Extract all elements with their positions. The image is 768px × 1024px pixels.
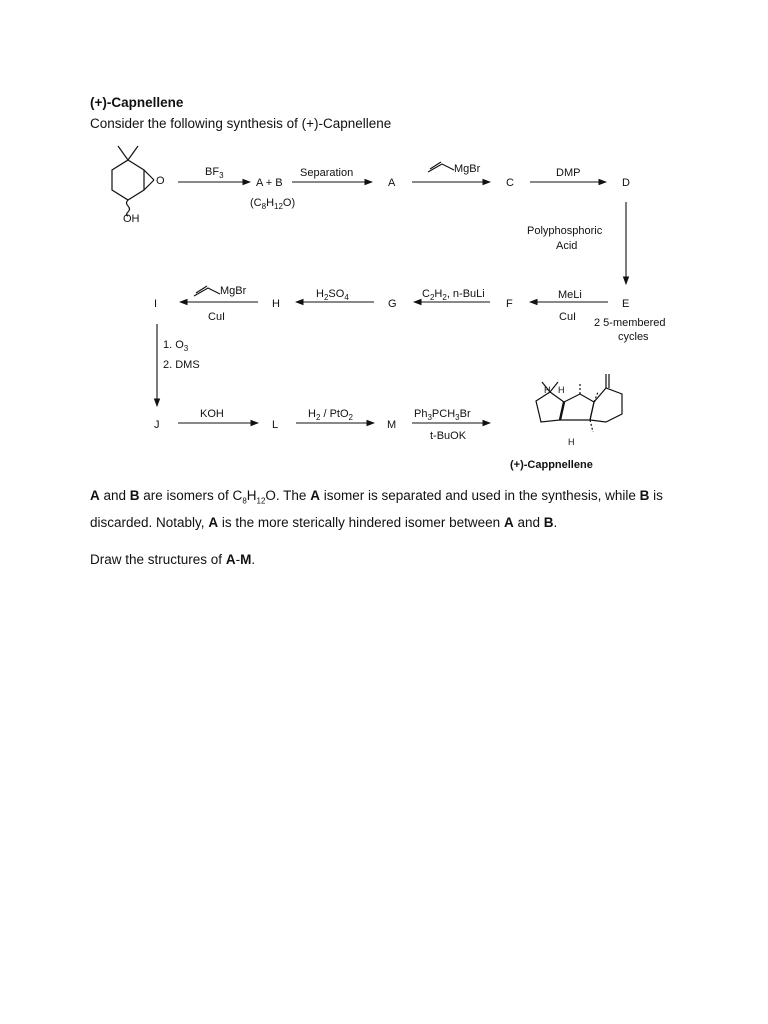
compound-f: F (506, 298, 513, 310)
page-heading: (+)-Capnellene (90, 95, 184, 110)
reagent-cui-2: CuI (208, 311, 226, 323)
compound-a-plus-b: A + B (256, 177, 283, 189)
starting-material-structure (112, 146, 154, 216)
compound-l: L (272, 419, 279, 431)
compound-a: A (388, 177, 396, 189)
reagent-h2so4: $H_2SO_4$ (316, 288, 349, 302)
product-h-label-3: H (568, 437, 575, 447)
compound-m: M (387, 419, 397, 431)
compound-g: G (388, 298, 397, 310)
compound-c: C (506, 177, 514, 189)
reagent-koh: KOH (200, 408, 224, 420)
compound-e: E (622, 298, 630, 310)
reagent-bf3: $BF_3$ (205, 166, 224, 180)
reagent-ylide: $Ph_3PCH_3Br$ (414, 408, 471, 422)
reagent-h2-pto2: $H_2 / PtO_2$ (308, 408, 353, 422)
intro-text: Consider the following synthesis of (+)-Capnellene (90, 116, 392, 131)
compound-h: H (272, 298, 280, 310)
product-name: (+)-Cappnellene (510, 459, 593, 471)
ab-formula: $(C_8H_{12}O)$ (250, 197, 296, 211)
reagent-ozone: 1. $O_3$ (163, 339, 189, 353)
product-h-label-1: H (544, 385, 551, 395)
paragraph-isomers: A and B are isomers of $C_8H_{12}O$. The A isomer is separated and used in the synthesis, while B is discarded. Notably, A is the more sterically hindered isomer between A and B. (90, 488, 663, 530)
reagent-tbuok: t-BuOK (430, 430, 467, 442)
paragraph-task: Draw the structures of A-M. (90, 552, 256, 567)
capnellene-structure (536, 374, 622, 432)
reagent-ppa-line2: Acid (556, 240, 578, 252)
reagent-separation: Separation (300, 167, 354, 179)
hydroxyl-label: OH (123, 213, 140, 225)
e-note-line1: 2 5-membered (594, 317, 666, 329)
reagent-ppa-line1: Polyphosphoric (527, 225, 603, 237)
reagent-dms: 2. DMS (163, 359, 200, 371)
reagent-cui-1: CuI (559, 311, 577, 323)
reagent-meli: MeLi (558, 289, 582, 301)
reagent-dmp: DMP (556, 167, 581, 179)
compound-i: I (154, 298, 158, 310)
product-h-label-2: H (558, 385, 565, 395)
compound-j: J (154, 419, 160, 431)
synthesis-scheme (90, 138, 680, 478)
reagent-mgbr: MgBr (454, 163, 481, 175)
compound-d: D (622, 177, 630, 189)
e-note-line2: cycles (618, 331, 649, 343)
reagent-acetylide: $C_2H_2$, n-BuLi (422, 288, 485, 302)
reagent-mgbr-2: MgBr (220, 285, 247, 297)
epoxide-o-label: O (156, 175, 165, 187)
